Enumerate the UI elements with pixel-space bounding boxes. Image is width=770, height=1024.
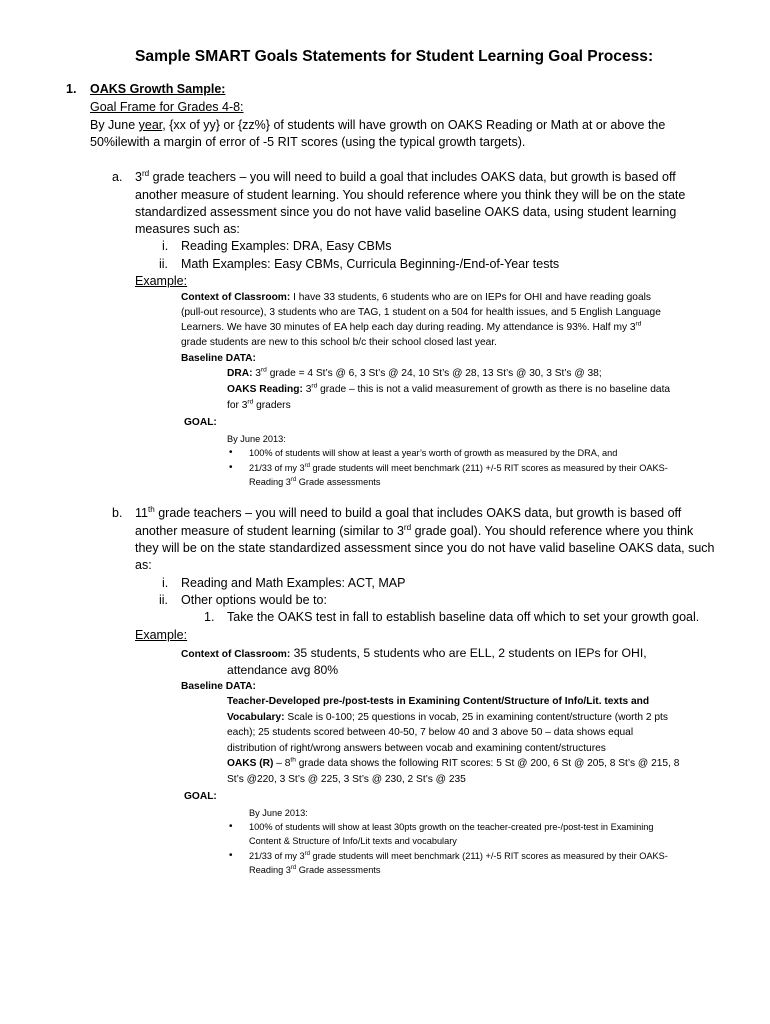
b-goal-bullet-1-marker: • xyxy=(229,821,233,832)
a-item-ii-text: Math Examples: Easy CBMs, Curricula Beginning-/End-of-Year tests xyxy=(181,257,560,271)
subsection-b-line-4: as: xyxy=(135,558,152,572)
subsection-a-line-1: 3rd grade teachers – you will need to build a goal that includes OAKS data, but growth is based off xyxy=(135,168,676,184)
subsection-a-line-2: another measure of student learning. You should reference where you think they will be on the state xyxy=(135,188,686,202)
b-goal-bullet-2-marker: • xyxy=(229,850,233,861)
b-context-line-1: Context of Classroom: 35 students, 5 students who are ELL, 2 students on IEPs for OHI, xyxy=(181,646,647,660)
section-1-heading: OAKS Growth Sample: xyxy=(90,82,226,96)
b-goal-bullet-2-cont: Reading 3rd Grade assessments xyxy=(249,864,381,875)
document-title: Sample SMART Goals Statements for Student Learning Goal Process: xyxy=(135,48,654,65)
a-item-i-text: Reading Examples: DRA, Easy CBMs xyxy=(181,239,392,253)
a-context-line-1: Context of Classroom: I have 33 students, 6 students who are on IEPs for OHI and have reading goals xyxy=(181,292,651,303)
b-goal-bullet-2: 21/33 of my 3rd grade students will meet benchmark (211) +/-5 RIT scores as measured by their OAKS- xyxy=(249,850,668,861)
subsection-a-letter: a. xyxy=(112,170,123,184)
b-teacher-test-line-3: each); 25 students scored between 40-50, 7 below 40 and 3 above 50 – data shows equal xyxy=(227,727,634,738)
subsection-b-letter: b. xyxy=(112,506,123,520)
b-goal-bullet-1: 100% of students will show at least 30pts growth on the teacher-created pre-/post-test in Examining xyxy=(249,822,654,832)
b-teacher-test-line-2: Vocabulary: Scale is 0-100; 25 questions in vocab, 25 in examining content/structure (worth 2 pts xyxy=(227,712,668,723)
a-goal-bullet-2: 21/33 of my 3rd grade students will meet benchmark (211) +/-5 RIT scores as measured by their OAKS- xyxy=(249,462,668,473)
goal-frame-label: Goal Frame for Grades 4-8: xyxy=(90,100,244,114)
a-goal-bullet-2-marker: • xyxy=(229,462,233,473)
a-oaks-data: OAKS Reading: 3rd grade – this is not a valid measurement of growth as there is no baseline data xyxy=(227,382,671,395)
b-item-i-text: Reading and Math Examples: ACT, MAP xyxy=(181,576,406,590)
b-teacher-test-line-1: Teacher-Developed pre-/post-tests in Examining Content/Structure of Info/Lit. texts and xyxy=(227,696,650,707)
a-context-line-3: Learners. We have 30 minutes of EA help each day during reading. My attendance is 93%. Half my 3rd xyxy=(181,320,642,333)
a-goal-bullet-1-marker: • xyxy=(229,447,233,458)
b-item-i-number: i. xyxy=(162,576,169,590)
b-item-1-number: 1. xyxy=(204,610,215,624)
subsection-a-line-3: standardized assessment since you do not have valid baseline OAKS data, using student learning xyxy=(135,205,677,219)
subsection-a-line-4: measures such as: xyxy=(135,222,240,236)
section-1-number: 1. xyxy=(66,82,77,96)
a-goal-label: GOAL: xyxy=(184,417,217,428)
b-example-label: Example: xyxy=(135,628,188,642)
b-item-ii-text: Other options would be to: xyxy=(181,593,327,607)
b-goal-date: By June 2013: xyxy=(249,808,308,818)
a-example-label: Example: xyxy=(135,274,188,288)
b-item-ii-number: ii. xyxy=(159,593,169,607)
b-oaks-data: OAKS (R) – 8th grade data shows the following RIT scores: 5 St @ 200, 6 St @ 205, 8 St’s @ 215, 8 xyxy=(227,756,680,769)
a-goal-bullet-2-cont: Reading 3rd Grade assessments xyxy=(249,476,381,487)
b-teacher-test-line-4: distribution of right/wrong answers between vocab and examining content/structures xyxy=(227,743,606,754)
a-context-line-4: grade students are new to this school b/c their school closed last year. xyxy=(181,337,497,348)
b-item-1-text: Take the OAKS test in fall to establish baseline data off which to set your growth goal. xyxy=(227,610,700,624)
a-oaks-data-line-2: for 3rd graders xyxy=(227,398,291,411)
a-goal-date: By June 2013: xyxy=(227,434,286,444)
a-dra-data: DRA: 3rd grade = 4 St’s @ 6, 3 St’s @ 24, 10 St’s @ 28, 13 St’s @ 30, 3 St’s @ 38; xyxy=(227,366,602,379)
a-context-line-2: (pull-out resource), 3 students who are TAG, 1 student on a 504 for health issues, and 5 English Language xyxy=(181,307,661,318)
b-context-line-2: attendance avg 80% xyxy=(227,663,339,677)
a-item-ii-number: ii. xyxy=(159,257,169,271)
a-item-i-number: i. xyxy=(162,239,169,253)
b-goal-label: GOAL: xyxy=(184,791,217,802)
subsection-b-line-1: 11th grade teachers – you will need to build a goal that includes OAKS data, but growth is based off xyxy=(135,504,682,520)
subsection-b-line-3: they will be on the state standardized assessment since you do not have valid baseline OAKS data, such xyxy=(135,541,715,555)
b-oaks-data-line-2: St’s @220, 3 St’s @ 225, 3 St’s @ 230, 2 St’s @ 235 xyxy=(227,774,466,785)
subsection-b-line-2: another measure of student learning (similar to 3rd grade goal). You should reference where you think xyxy=(135,522,694,538)
goal-frame-line-2: 50%ilewith a margin of error of -5 RIT scores (using the typical growth targets). xyxy=(90,135,526,149)
a-baseline-label: Baseline DATA: xyxy=(181,353,256,364)
goal-frame-line-1: By June year, {xx of yy} or {zz%} of students will have growth on OAKS Reading or Math at or above the xyxy=(90,118,666,132)
a-goal-bullet-1: 100% of students will show at least a year’s worth of growth as measured by the DRA, and xyxy=(249,448,618,458)
b-baseline-label: Baseline DATA: xyxy=(181,681,256,692)
b-goal-bullet-1-cont: Content & Structure of Info/Lit texts and vocabulary xyxy=(249,836,457,846)
